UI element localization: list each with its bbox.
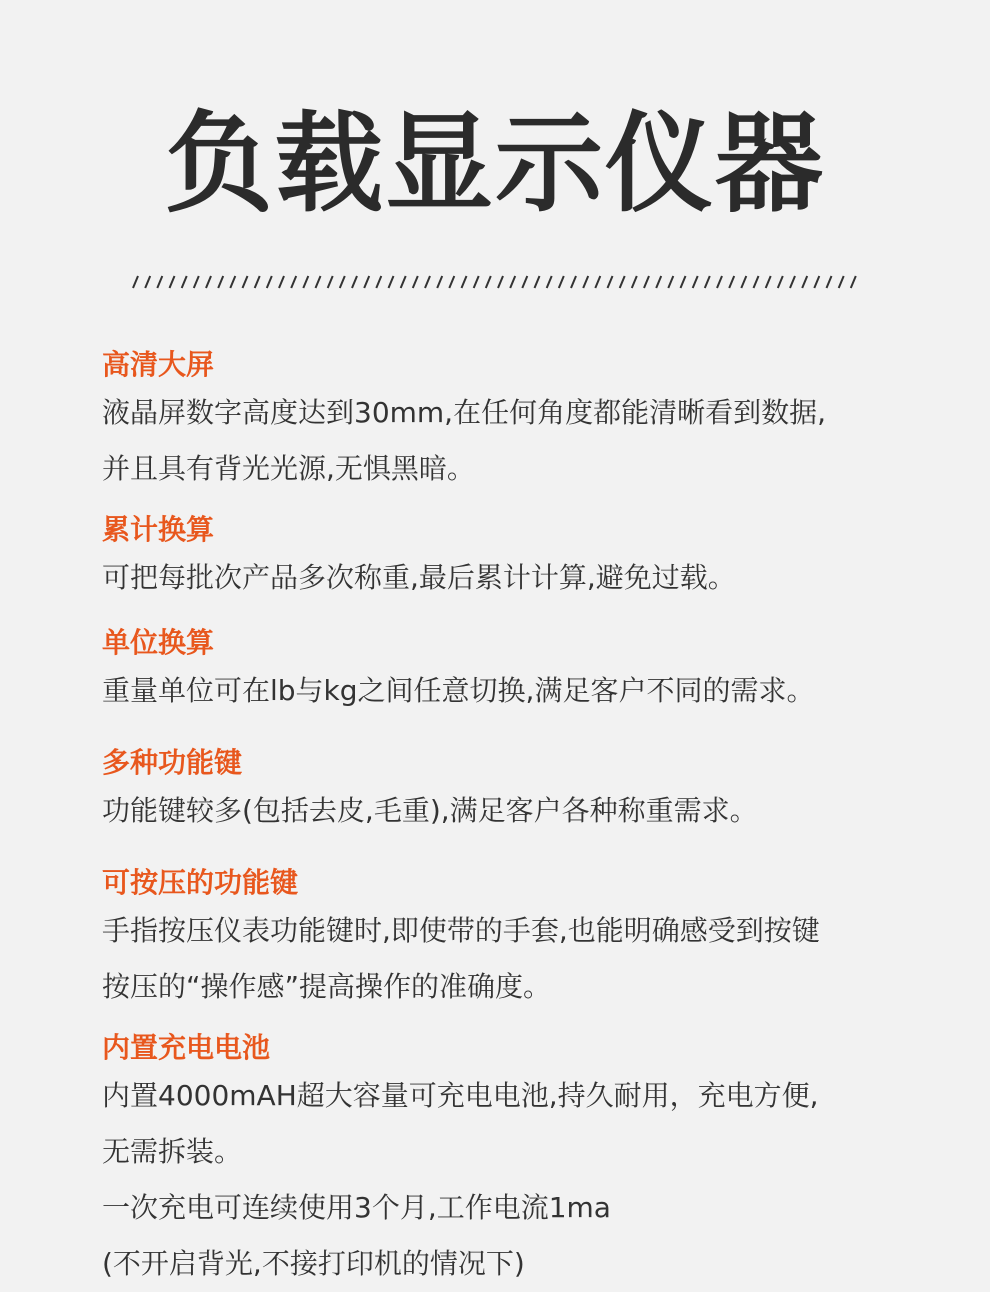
divider-slash <box>279 276 284 288</box>
divider-slash <box>632 276 637 288</box>
divider-slash <box>839 276 844 288</box>
divider-slash <box>291 276 296 288</box>
divider-slash <box>352 276 357 288</box>
feature-item-hd-screen <box>102 345 922 510</box>
feature-line: 手指按压仪表功能键时,即使带的手套,也能明确感受到按键 <box>102 914 820 947</box>
slash-divider <box>130 272 860 292</box>
feature-body <box>102 385 922 497</box>
feature-item-pressable-keys <box>102 863 922 1028</box>
feature-line: 按压的“操作感”提高操作的准确度。 <box>102 970 552 1003</box>
divider-slash <box>583 276 588 288</box>
divider-slash <box>571 276 576 288</box>
divider-slash <box>230 276 235 288</box>
slash-divider-graphic <box>130 272 860 292</box>
divider-slash <box>766 276 771 288</box>
divider-slash <box>206 276 211 288</box>
divider-slash <box>681 276 686 288</box>
divider-slash <box>303 276 308 288</box>
divider-slash <box>729 276 734 288</box>
divider-slash <box>705 276 710 288</box>
divider-slash <box>328 276 333 288</box>
feature-heading: 内置充电电池 <box>102 1031 271 1064</box>
feature-heading: 可按压的功能键 <box>102 866 299 899</box>
divider-slash <box>170 276 175 288</box>
divider-slash <box>449 276 454 288</box>
divider-slash <box>656 276 661 288</box>
divider-slash <box>437 276 442 288</box>
divider-slash <box>267 276 272 288</box>
feature-line: 功能键较多(包括去皮,毛重),满足客户各种称重需求。 <box>102 794 758 827</box>
divider-slash <box>644 276 649 288</box>
divider-slash <box>316 276 321 288</box>
feature-body <box>102 903 922 1015</box>
feature-line: 并且具有背光光源,无惧黑暗。 <box>102 452 475 485</box>
feature-heading: 多种功能键 <box>102 746 243 779</box>
feature-line: (不开启背光,不接打印机的情况下) <box>102 1247 525 1280</box>
feature-list <box>102 345 922 1292</box>
feature-heading: 累计换算 <box>102 513 215 546</box>
feature-body <box>102 783 922 839</box>
feature-heading: 单位换算 <box>102 626 215 659</box>
divider-slash <box>547 276 552 288</box>
divider-slash <box>425 276 430 288</box>
divider-slash <box>498 276 503 288</box>
feature-item-function-keys <box>102 743 922 863</box>
feature-line: 重量单位可在lb与kg之间任意切换,满足客户不同的需求。 <box>102 674 815 707</box>
divider-slash <box>522 276 527 288</box>
divider-slash <box>608 276 613 288</box>
divider-slash <box>620 276 625 288</box>
divider-slash <box>827 276 832 288</box>
divider-slash <box>717 276 722 288</box>
divider-slash <box>255 276 260 288</box>
feature-heading: 高清大屏 <box>102 348 215 381</box>
feature-item-accumulation <box>102 510 922 623</box>
divider-slash <box>376 276 381 288</box>
divider-slash <box>474 276 479 288</box>
divider-slash <box>340 276 345 288</box>
divider-slash <box>851 276 856 288</box>
feature-line: 液晶屏数字高度达到30mm,在任何角度都能清晰看到数据, <box>102 396 826 429</box>
divider-slash <box>194 276 199 288</box>
divider-slash <box>535 276 540 288</box>
divider-slash <box>182 276 187 288</box>
divider-slash <box>243 276 248 288</box>
divider-slash <box>157 276 162 288</box>
divider-slash <box>814 276 819 288</box>
divider-slash <box>401 276 406 288</box>
divider-slash <box>462 276 467 288</box>
page-title: 负载显示仪器 <box>164 102 825 227</box>
feature-line: 一次充电可连续使用3个月,工作电流1ma <box>102 1191 611 1224</box>
divider-slash <box>486 276 491 288</box>
divider-slash <box>790 276 795 288</box>
divider-slash <box>693 276 698 288</box>
feature-item-unit-conversion <box>102 623 922 743</box>
divider-slash <box>778 276 783 288</box>
feature-body <box>102 1068 922 1292</box>
divider-slash <box>559 276 564 288</box>
divider-slash <box>364 276 369 288</box>
divider-slash <box>802 276 807 288</box>
feature-item-battery <box>102 1028 922 1292</box>
divider-slash <box>741 276 746 288</box>
divider-slash <box>668 276 673 288</box>
divider-slash <box>389 276 394 288</box>
divider-slash <box>218 276 223 288</box>
feature-body <box>102 663 922 719</box>
divider-slash <box>413 276 418 288</box>
feature-line: 内置4000mAH超大容量可充电电池,持久耐用，充电方便, <box>102 1079 819 1112</box>
feature-line: 可把每批次产品多次称重,最后累计计算,避免过载。 <box>102 561 736 594</box>
divider-slash <box>133 276 138 288</box>
divider-slash <box>595 276 600 288</box>
divider-slash <box>510 276 515 288</box>
divider-slash <box>754 276 759 288</box>
feature-line: 无需拆装。 <box>102 1135 243 1168</box>
feature-body <box>102 550 922 606</box>
divider-slash <box>145 276 150 288</box>
